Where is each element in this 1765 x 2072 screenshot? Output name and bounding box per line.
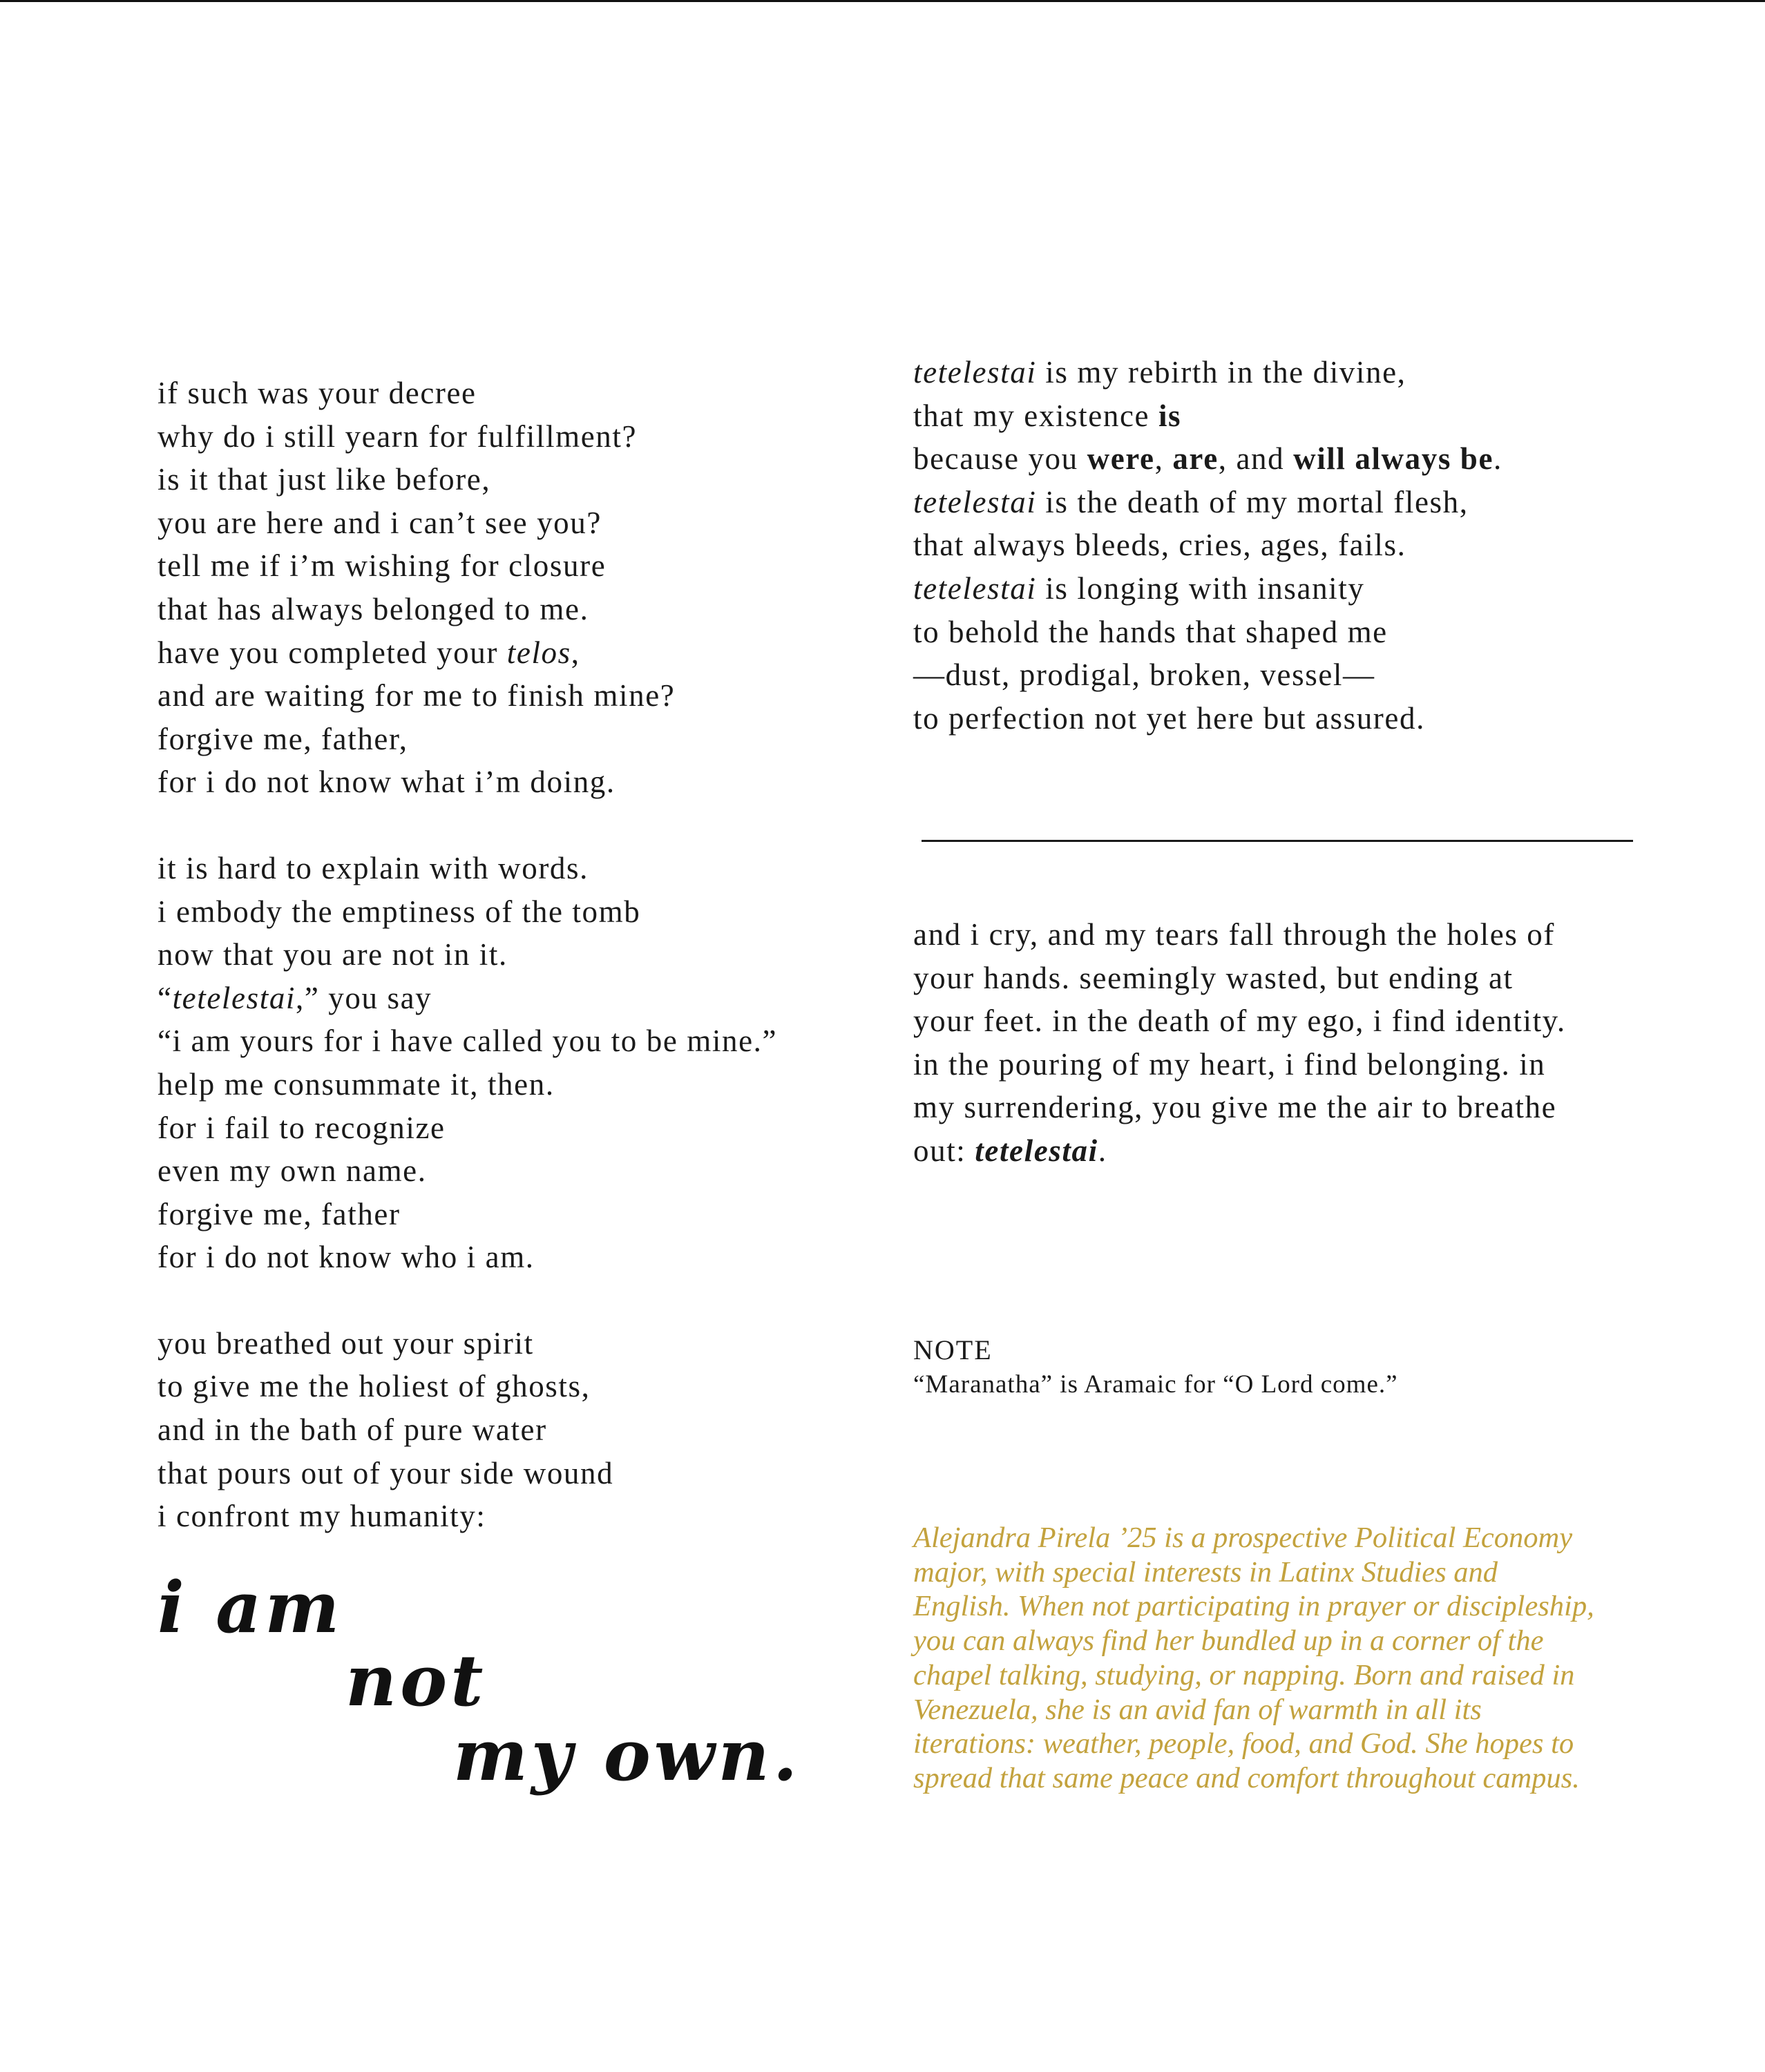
- section-divider: [922, 840, 1633, 842]
- poem-line-text: , and: [1218, 441, 1294, 477]
- finale-line-2: not: [345, 1640, 487, 1723]
- poem-line: if such was your decree: [158, 376, 477, 410]
- emphasis-tetelestai: tetelestai: [172, 980, 296, 1015]
- poem-line: that has always belonged to me.: [158, 591, 589, 626]
- poem-line-text: is longing with insanity: [1036, 570, 1365, 606]
- prose-line: your hands. seemingly wasted, but ending at: [913, 960, 1514, 995]
- poem-line: why do i still yearn for fulfillment?: [158, 419, 638, 454]
- bold-emphasis-tetelestai: tetelestai: [975, 1133, 1098, 1168]
- poem-line: i embody the emptiness of the tomb: [158, 894, 641, 929]
- poem-right-column: [913, 351, 1680, 740]
- bio-line: iterations: weather, people, food, and God. She hopes to: [913, 1727, 1574, 1761]
- bio-line: major, with special interests in Latinx Studies and: [913, 1555, 1498, 1589]
- prose-line: [913, 1129, 1680, 1173]
- poem-line: is it that just like before,: [158, 462, 491, 497]
- bio-line: spread that same peace and comfort throughout campus.: [913, 1761, 1580, 1794]
- poem-line-text: is my rebirth in the divine,: [1036, 355, 1406, 390]
- finale-line-3: my own.: [453, 1714, 801, 1797]
- poem-line: forgive me, father: [158, 1196, 401, 1231]
- poem-line: to give me the holiest of ghosts,: [158, 1369, 591, 1404]
- poem-line: for i do not know who i am.: [158, 1240, 535, 1275]
- poem-line-text: that my existence: [913, 398, 1158, 433]
- poem-line: tell me if i’m wishing for closure: [158, 548, 607, 584]
- poem-line: [913, 351, 1680, 394]
- prose-line: in the pouring of my heart, i find belonging. in: [913, 1046, 1546, 1082]
- poem-line: “i am yours for i have called you to be mine.”: [158, 1024, 778, 1059]
- note-section: [913, 1333, 1680, 1402]
- poem-line: to perfection not yet here but assured.: [913, 700, 1425, 736]
- emphasis-tetelestai: tetelestai: [913, 484, 1037, 519]
- poem-line: that always bleeds, cries, ages, fails.: [913, 528, 1406, 563]
- bold-is: is: [1158, 398, 1182, 433]
- poem-line: [158, 631, 869, 675]
- poem-line: to behold the hands that shaped me: [913, 614, 1388, 649]
- poem-line: [913, 394, 1680, 438]
- poem-line-text: ,: [571, 635, 580, 670]
- poem-line: [158, 977, 869, 1020]
- poem-line: [913, 437, 1680, 481]
- poem-line: you are here and i can’t see you?: [158, 505, 602, 540]
- poem-line-text: is the death of my mortal flesh,: [1036, 484, 1469, 519]
- poem-line: help me consummate it, then.: [158, 1066, 555, 1102]
- poem-line-text: .: [1494, 441, 1502, 477]
- prose-line-text: .: [1098, 1133, 1107, 1168]
- poem-line: for i do not know what i’m doing.: [158, 765, 616, 800]
- poem-line: now that you are not in it.: [158, 937, 508, 972]
- poem-line: —dust, prodigal, broken, vessel—: [913, 658, 1375, 693]
- poem-line-text: ,” you say: [296, 980, 432, 1015]
- bio-line: Venezuela, she is an avid fan of warmth in all its: [913, 1693, 1482, 1726]
- poem-line-text: ,: [1154, 441, 1173, 477]
- bold-will-always-be: will always be: [1293, 441, 1494, 477]
- note-title: NOTE: [913, 1334, 993, 1365]
- poem-line: it is hard to explain with words.: [158, 850, 589, 885]
- bold-are: are: [1172, 441, 1219, 477]
- bio-line: chapel talking, studying, or napping. Born and raised in: [913, 1658, 1575, 1691]
- prose-line: your feet. in the death of my ego, i find identity.: [913, 1004, 1566, 1039]
- emphasis-tetelestai: tetelestai: [913, 570, 1037, 606]
- bio-line: English. When not participating in prayer or discipleship,: [913, 1590, 1594, 1623]
- poem-line: [913, 567, 1680, 611]
- bio-line: Alejandra Pirela ’25 is a prospective Political Economy: [913, 1522, 1573, 1554]
- poem-line: even my own name.: [158, 1153, 427, 1189]
- note-body: “Maranatha” is Aramaic for “O Lord come.”: [913, 1370, 1398, 1399]
- bio-line: you can always find her bundled up in a corner of the: [913, 1624, 1544, 1658]
- poem-line: and in the bath of pure water: [158, 1412, 547, 1448]
- stanza-1: [158, 372, 869, 804]
- poem-line: [913, 481, 1680, 524]
- poem-line: forgive me, father,: [158, 721, 408, 756]
- top-border-rule: [0, 0, 1765, 2]
- poem-line: you breathed out your spirit: [158, 1325, 534, 1361]
- emphasis-telos: telos: [506, 635, 571, 670]
- finale-line-1: i am: [158, 1566, 343, 1649]
- poem-line: and are waiting for me to finish mine?: [158, 678, 676, 713]
- emphasis-tetelestai: tetelestai: [913, 355, 1037, 390]
- poem-finale: [158, 1566, 848, 1815]
- poem-line-text: “: [158, 980, 173, 1015]
- bold-were: were: [1087, 441, 1155, 477]
- poem-left-column: [158, 372, 869, 1581]
- poem-line-text: because you: [913, 441, 1087, 477]
- poem-line-text: have you completed your: [158, 635, 507, 670]
- prose-line-text: out:: [913, 1133, 975, 1168]
- prose-line: and i cry, and my tears fall through the holes of: [913, 917, 1555, 952]
- stanza-3: [158, 1322, 869, 1538]
- poem-line: that pours out of your side wound: [158, 1455, 614, 1490]
- poem-line: i confront my humanity:: [158, 1499, 486, 1534]
- poem-line: for i fail to recognize: [158, 1110, 446, 1145]
- prose-paragraph: [913, 913, 1680, 1173]
- stanza-2: [158, 847, 869, 1279]
- prose-line: my surrendering, you give me the air to breathe: [913, 1090, 1557, 1125]
- author-bio: [913, 1521, 1634, 1796]
